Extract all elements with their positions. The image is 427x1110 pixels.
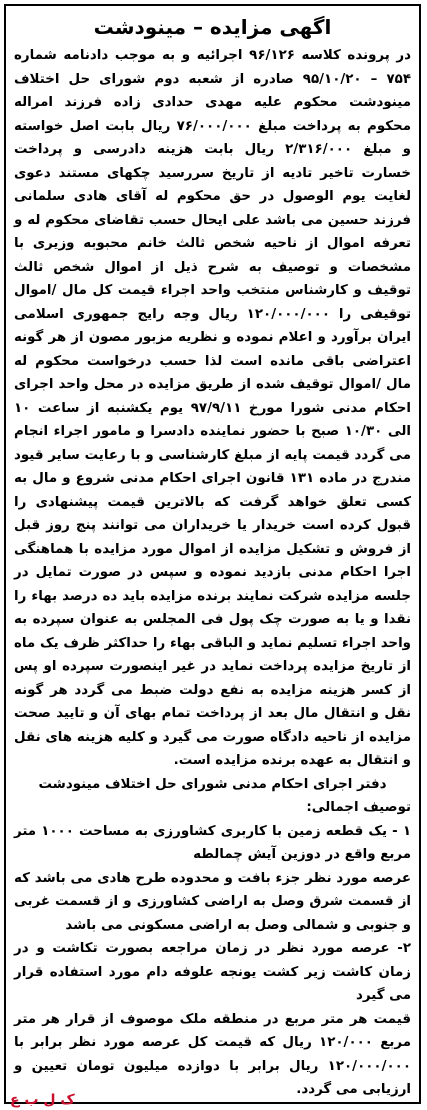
notice-body-paragraph: در پرونده کلاسه ۹۶/۱۲۶ اجرائیه و به موجب دادنامه شماره ۷۵۴ – ۹۵/۱۰/۲۰ صادره از شعبه دوم شورای حل اختلاف مینودشت محکوم علیه مهدی حدادی زاده فرزند امراله محکوم به پرداخت مبلغ ۷۶/۰۰۰/۰۰۰ ریال بابت اصل خواسته و مبلغ ۲/۳۱۶/۰۰۰ ریال بابت هزینه دادرسی و پرداخت خسارت تاخیر تادیه از تاریخ سررسید چکهای مستند دعوی لغایت یوم الوصول در حق محکوم له آقای هادی سلمانی فرزند حسین می باشد علی ایحال حسب تقاضای محکوم له و تعرفه اموال از ناحیه شخص ثالث خانم محبوبه وزیری با مشخصات و توصیف به شرح ذیل از اموال شخص ثالث توقیف و کارشناس منتخب واحد اجراء قیمت کل مال /اموال توقیفی را ۱۲۰/۰۰۰/۰۰۰ ریال وجه رایج جمهوری اسلامی ایران برآورد و اعلام نموده و نظریه مزبور مصون از هر گونه اعتراضی باقی مانده است لذا حسب درخواست محکوم له مال /اموال توقیف شده از طریق مزایده در محل واحد اجرای احکام مدنی شورا مورخ ۹۷/۹/۱۱ یوم یکشنبه از ساعت ۱۰ الی ۱۰/۳۰ صبح با حضور نماینده دادسرا و مامور اجراء انجام می گردد قیمت پایه از مبلغ کارشناسی و با رعایت سایر قیود مندرج در ماده ۱۳۱ قانون اجرای احکام مدنی شروع و مال به کسی تعلق خواهد گرفت که بالاترین قیمت پیشنهادی را قبول کرده است خریدار یا خریداران می توانند پنج روز قبل از فروش و تشکیل مزایده از اموال مورد مزایده با هماهنگی اجرا احکام مدنی بازدید نموده و سپس در صورت تمایل در جلسه مزایده شرکت نمایند برنده مزایده باید ده درصد بهاء را نقدا و یا به صورت چک پول فی المجلس به عنوان سپرده به واحد اجراء تسلیم نماید و الباقی بهاء را حداکثر ظرف یک ماه از تاریخ مزایده پرداخت نماید در غیر اینصورت سپرده او پس از کسر هزینه مزایده به نفع دولت ضبط می گردد هر گونه نقل و انتقال مال بعد از پرداخت تمام بهای آن و تایید صحت مزایده از ناحیه دادگاه صورت می گیرد و کلیه هزینه های نقل و انتقال به عهده برنده مزایده است. [14,48,412,768]
description-item-1: ۱ - یک قطعه زمین با کاربری کشاورزی به مساحت ۱۰۰۰ متر مربع واقع در دوزین آیش چمالطه [14,823,412,862]
notice-title: اگهی مزایده – مینودشت [93,15,332,39]
description-item-2: ۲- عرصه مورد نظر در زمان مراجعه بصورت تکاشت و در زمان کاشت زیر کشت یونجه علوفه دام مورد استفاده قرار می گیرد [14,941,411,1003]
description-heading: توصیف اجمالی: [306,800,411,815]
stamp-signature: ک ل ب ع [10,1092,75,1108]
office-name: دفتر اجرای احکام مدنی شورای حل اختلاف مینودشت [38,776,387,792]
notice-frame [4,4,421,1104]
valuation-paragraph: قیمت هر متر مربع در منطقه ملک موصوف از قرار هر متر مربع ۱۲۰/۰۰۰ ریال که قیمت کل عرصه مورد نظر برابر با ۱۲۰/۰۰۰/۰۰۰ ریال برابر با دوازده میلیون تومان تعیین و ارزیابی می گردد. [14,1011,411,1097]
description-item-1-details: عرصه مورد نظر جزء بافت و محدوده طرح هادی می باشد که از قسمت شرق وصل به اراضی کشاورزی و از قسمت غربی و جنوبی و شمالی وصل به اراضی مسکونی می باشد [14,870,411,933]
